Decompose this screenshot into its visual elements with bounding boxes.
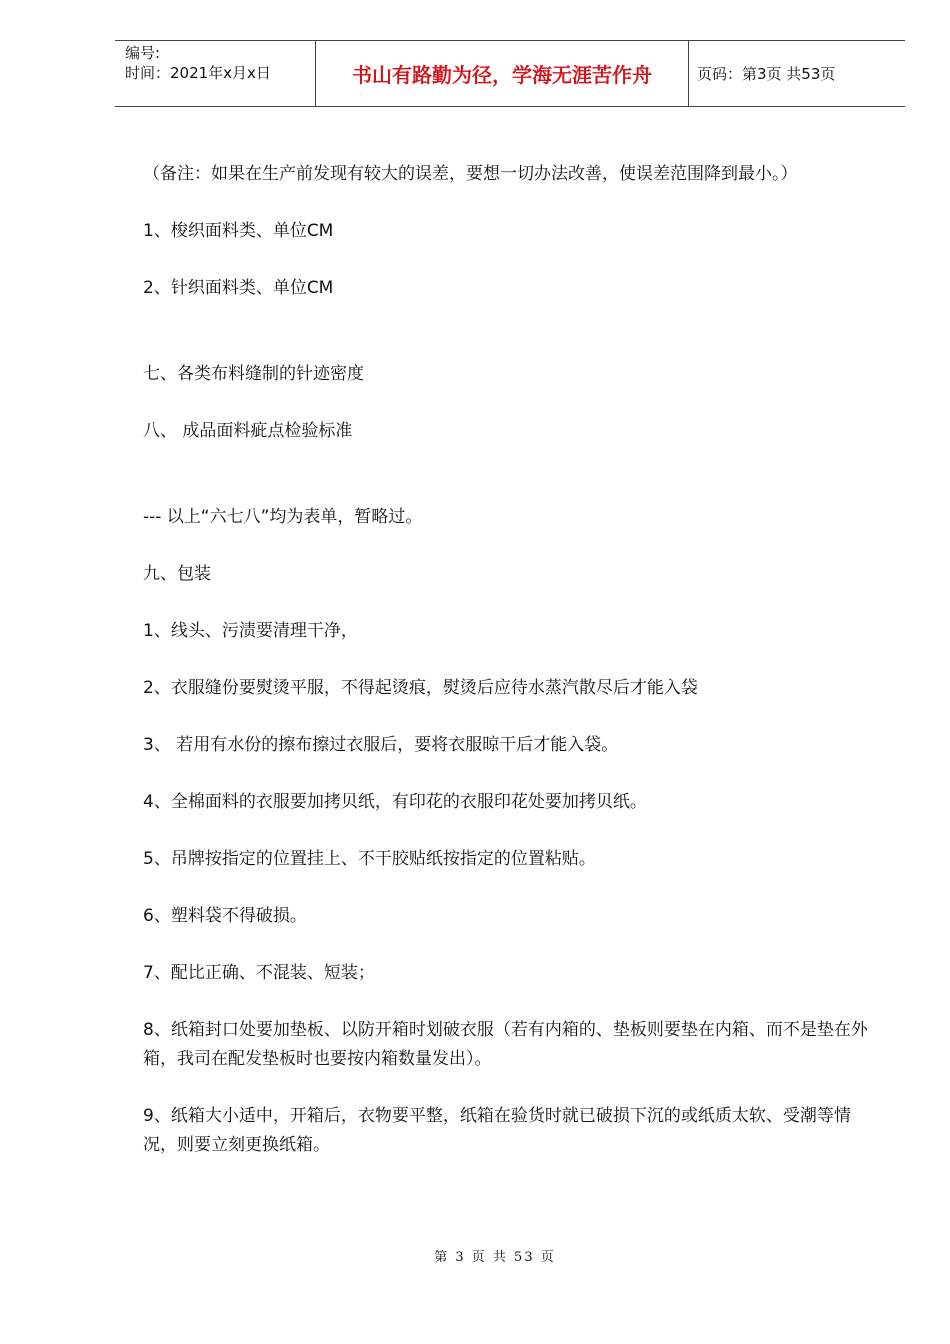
header-motto: 书山有路勤为径，学海无涯苦作舟 — [316, 41, 689, 106]
paragraph-note: （备注：如果在生产前发现有较大的误差，要想一切办法改善，使误差范围降到最小。） — [143, 164, 798, 184]
header-page-info: 页码：第3页 共53页 — [697, 65, 836, 83]
list-item: 6、塑料袋不得破损。 — [143, 906, 307, 926]
list-item: 3、 若用有水份的擦布擦过衣服后，要将衣服晾干后才能入袋。 — [143, 735, 619, 755]
list-item: 2、衣服缝份要熨烫平服，不得起烫痕，熨烫后应待水蒸汽散尽后才能入袋 — [143, 678, 698, 698]
list-item: 7、配比正确、不混装、短装； — [143, 963, 375, 983]
heading-packaging: 九、包装 — [143, 564, 211, 584]
header-time-label: 时间：2021年x月x日 — [125, 64, 271, 82]
paragraph-woven-fabric: 1、梭织面料类、单位CM — [143, 221, 334, 241]
heading-stitch-density: 七、各类布料缝制的针迹密度 — [143, 364, 364, 384]
list-item: 9、纸箱大小适中，开箱后，衣物要平整，纸箱在验货时就已破损下沉的或纸质太软、受潮等情况，则要立刻更换纸箱。 — [143, 1106, 851, 1155]
list-item: 5、吊牌按指定的位置挂上、不干胶贴纸按指定的位置粘贴。 — [143, 849, 596, 869]
list-item: 1、线头、污渍要清理干净， — [143, 621, 358, 641]
header-meta-cell — [115, 41, 316, 106]
paragraph-knit-fabric: 2、针织面料类、单位CM — [143, 278, 334, 298]
list-item: 8、纸箱封口处要加垫板、以防开箱时划破衣服（若有内箱的、垫板则要垫在内箱、而不是垫在外箱，我司在配发垫板时也要按内箱数量发出）。 — [143, 1020, 868, 1069]
document-body — [143, 160, 868, 1160]
page-footer: 第 3 页 共 53 页 — [434, 1250, 556, 1265]
paragraph-forms-note: --- 以上“六七八”均为表单，暂略过。 — [143, 507, 423, 527]
page-header — [115, 40, 905, 107]
header-number-label: 编号: — [125, 44, 161, 62]
heading-defect-standard: 八、 成品面料疵点检验标准 — [143, 421, 353, 441]
list-item: 4、全棉面料的衣服要加拷贝纸，有印花的衣服印花处要加拷贝纸。 — [143, 792, 647, 812]
